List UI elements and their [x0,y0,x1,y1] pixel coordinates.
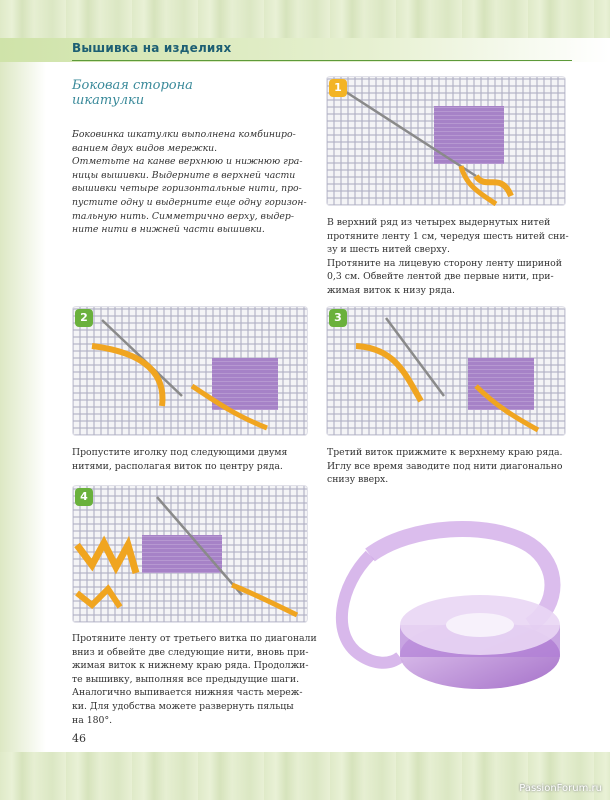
intro-line: пустите одну и выдерните еще одну горизон- [72,196,307,208]
step-3-photo [326,306,566,436]
site-watermark: PassionForum.ru [519,783,602,794]
caption-line: протяните ленту 1 см, чередуя шесть нитей сни- [327,230,569,242]
caption-line: Протяните на лицевую сторону ленту шириной [327,257,562,269]
step-4-badge: 4 [75,488,93,506]
step-1-badge: 1 [329,79,347,97]
intro-line: Боковинка шкатулки выполнена комбиниро- [72,129,296,140]
top-wood-border [0,0,610,38]
intro-line: ницы вышивки. Выдерните в верхней части [72,169,296,181]
step-2-badge: 2 [75,309,93,327]
needle-thread-illustration [326,306,566,436]
intro-line: Отметьте на канве верхнюю и нижнюю гра- [72,156,303,168]
caption-line: Протяните ленту от третьего витка по диагонали [72,633,317,644]
needle-thread-illustration [72,485,308,623]
intro-line: ванием двух видов мережки. [72,142,218,154]
caption-line: нитями, располагая виток по центру ряда. [72,460,283,472]
step-4-caption [72,632,317,727]
step-3-badge: 3 [329,309,347,327]
step-1-photo [326,76,566,206]
header-rule [72,60,572,61]
caption-line: 0,3 см. Обвейте лентой две первые нити, при- [327,271,554,283]
step-2-caption [72,446,312,473]
page-heading [72,78,292,108]
caption-line: Пропустите иголку под следующими двумя [72,447,288,458]
caption-line: те вышивку, выполняя все предыдущие шаги. [72,673,300,685]
page-number: 46 [72,732,86,745]
intro-paragraph [72,128,308,237]
step-1-caption [327,216,572,298]
needle-thread-illustration [72,306,308,436]
step-2-photo [72,306,308,436]
step-3-caption [327,446,572,487]
heading-line-2: шкатулки [72,93,145,108]
caption-line: жимая виток к низу ряда. [327,284,455,296]
ribbon-spool-image [330,515,580,730]
caption-line: на 180°. [72,714,113,726]
caption-line: Аналогично выпивается нижняя часть мереж- [72,687,303,699]
caption-line: снизу вверх. [327,474,389,486]
caption-line: вниз и обвейте две следующие нити, вновь при- [72,646,309,658]
caption-line: жимая виток к нижнему краю ряда. Продолжи- [72,660,309,672]
step-4-photo [72,485,308,623]
left-margin-gradient [0,38,46,752]
caption-line: Иглу все время заводите под нити диагонально [327,460,563,472]
intro-line: ните нити в нижней части вышивки. [72,224,265,236]
caption-line: ки. Для удобства можете развернуть пяльцы [72,700,294,712]
section-title: Вышивка на изделиях [72,41,232,55]
caption-line: В верхний ряд из четырех выдернутых нитей [327,217,551,228]
heading-line-1: Боковая сторона [72,78,193,93]
needle-thread-illustration [326,76,566,206]
intro-line: тальную нить. Симметрично верху, выдер- [72,210,295,222]
intro-line: вышивки четыре горизонтальные нити, про- [72,183,302,195]
caption-line: Третий виток прижмите к верхнему краю ряда. [327,447,563,458]
caption-line: зу и шесть нитей сверху. [327,244,450,256]
